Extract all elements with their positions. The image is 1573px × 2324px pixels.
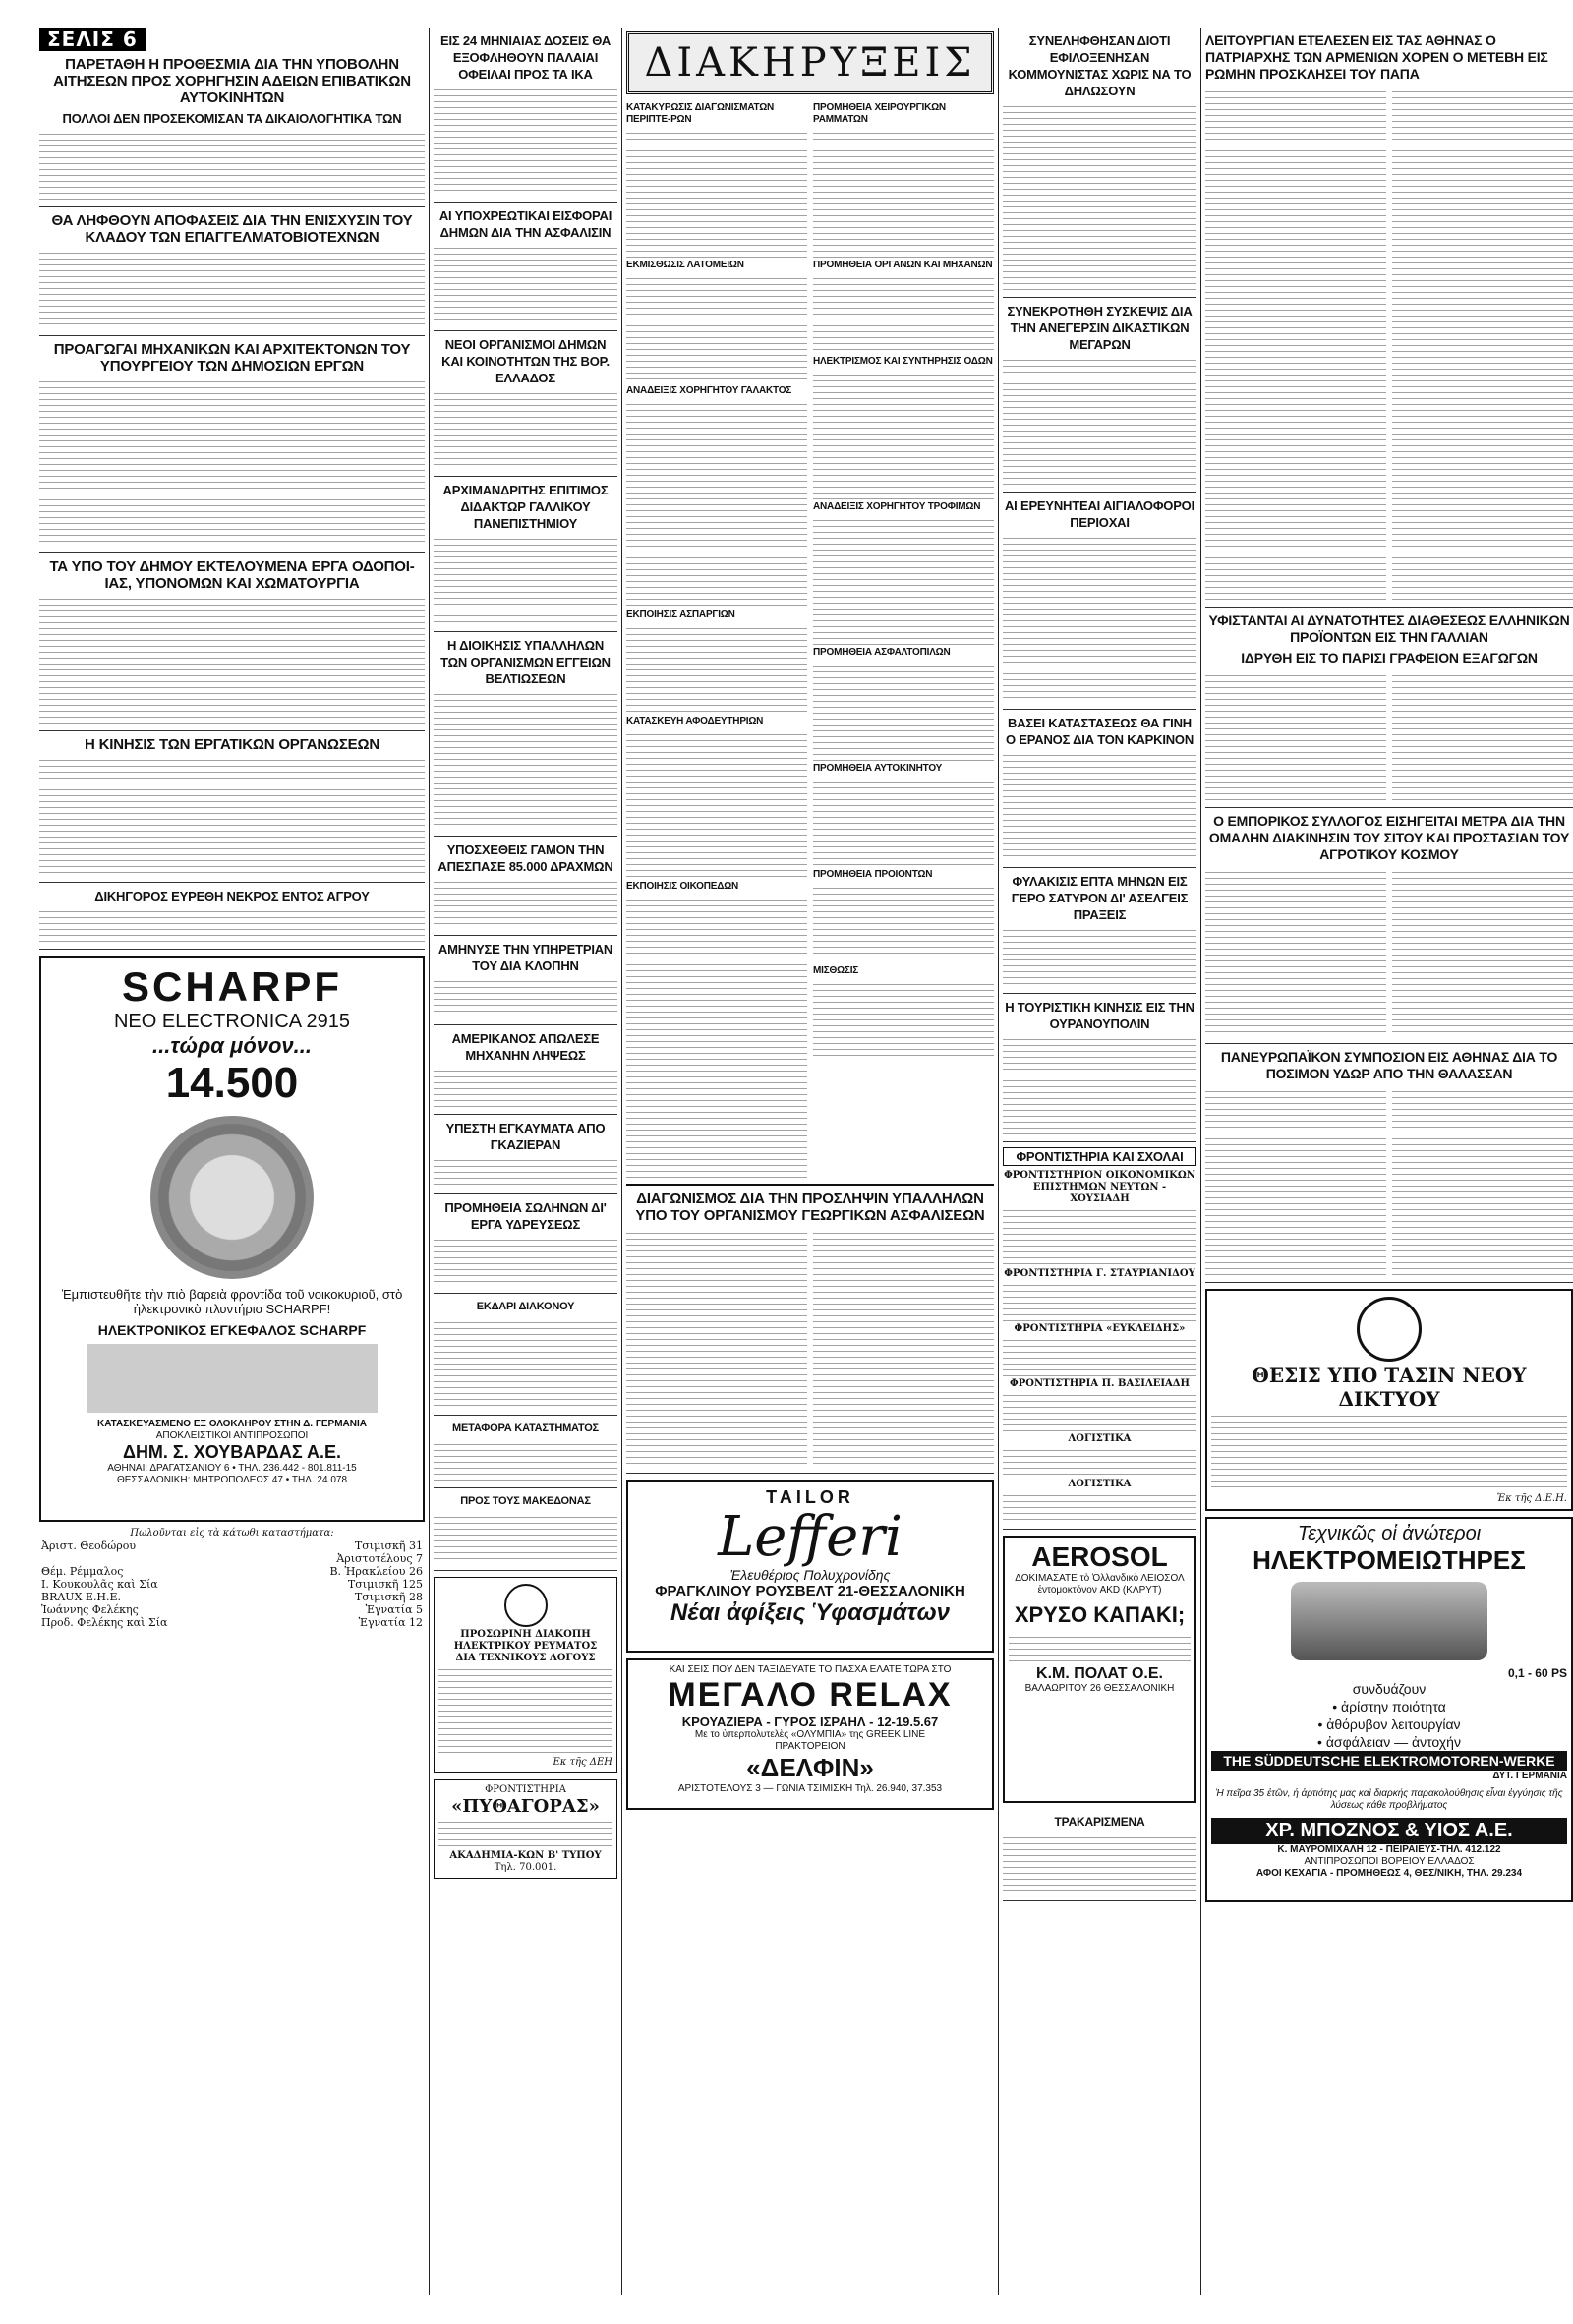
body-text: [626, 625, 807, 714]
ad-aerosol-gold: ΧΡΥΣΟ ΚΑΠΑΚΙ;: [1014, 1602, 1186, 1627]
ad-agency: ΠΡΑΚΤΟΡΕΙΟΝ: [775, 1741, 845, 1752]
ad-sew-country: ΔΥΤ. ΓΕΡΜΑΝΙΑ: [1492, 1771, 1567, 1781]
headline: ΥΠΟΣΧΕΘΕΙΣ ΓΑΜΟΝ ΤΗΝ ΑΠΕΣΠΑΣΕ 85.000 ΔΡΑΧΜΩΝ: [437, 842, 613, 874]
section-heading: ΦΡΟΝΤΙΣΤΗΡΙΑ ΚΑΙ ΣΧΟΛΑΙ: [1003, 1147, 1196, 1166]
body-text: [1003, 1834, 1196, 1893]
ad-aerosol-sub: ΔΟΚΙΜΑΣΑΤΕ τὸ Ὁλλανδικὸ ΛΕΙΟΣΟΛ ἐντομοκτόνον AKD (ΚΛΡΥΤ): [1015, 1573, 1185, 1596]
headline: ΠΡΟΜΗΘΕΙΑ ΣΩΛΗΝΩΝ ΔΙ' ΕΡΓΑ ΥΔΡΕΥΣΕΩΣ: [444, 1200, 607, 1232]
body-text: [1003, 927, 1196, 986]
body-text: [434, 1441, 617, 1481]
body-text: [626, 275, 807, 383]
notice-heading: ΚΑΤΑΚΥΡΩΣΙΣ ΔΙΑΓΩΝΙΣΜΑΤΩΝ ΠΕΡΙΠΤΕ-ΡΩΝ: [626, 102, 775, 125]
headline: ΔΙΚΗΓΟΡΟΣ ΕΥΡΕΘΗ ΝΕΚΡΟΣ ΕΝΤΟΣ ΑΓΡΟΥ: [94, 889, 370, 903]
sales-row: [39, 1578, 425, 1591]
store-name: Θέμ. Ρέμμαλος: [41, 1565, 124, 1578]
article-archimandrite: [434, 477, 617, 632]
article-tourism: [1003, 994, 1196, 1142]
body-text: [1392, 869, 1573, 1036]
ad-relax-title: ΜΕΓΑΛΟ RELAX: [668, 1676, 953, 1714]
ad-label: ΦΡΟΝΤΙΣΤΗΡΙΑ: [485, 1784, 566, 1795]
body-text: [39, 757, 425, 875]
store-address: Τσιμισκῆ 125: [347, 1578, 423, 1591]
ad-sew: [1205, 1517, 1573, 1902]
body-text: [1003, 1392, 1196, 1431]
ad-owner: Ἐλευθέριος Πολυχρονίδης: [729, 1567, 891, 1583]
notice-title-2: ΗΛΕΚΤΡΙΚΟΥ ΡΕΥΜΑΤΟΣ: [453, 1641, 598, 1652]
ad-made: ΚΑΤΑΣΚΕΥΑΣΜΕΝΟ ΕΞ ΟΛΟΚΛΗΡΟΥ ΣΤΗΝ Δ. ΓΕΡΜΑΝΙΑ: [97, 1419, 367, 1429]
headline: ΠΡΟΑΓΩΓΑΙ ΜΗΧΑΝΙΚΩΝ ΚΑΙ ΑΡΧΙΤΕΚΤΟΝΩΝ ΤΟΥ ΥΠΟΥΡΓΕΙΟΥ ΤΩΝ ΔΗΜΟΣΙΩΝ ΕΡΓΩΝ: [53, 341, 411, 375]
body-text: [813, 885, 994, 963]
sales-row: [39, 1591, 425, 1603]
column-4: [1003, 28, 1196, 2295]
ad-price: 14.500: [165, 1059, 299, 1107]
body-text: [626, 401, 807, 608]
ad-ship: Με το ὑπερπολυτελὲς «ΟΛΥΜΠΙΑ» της GREEK LINE: [694, 1729, 926, 1740]
ad-aerosol-company: Κ.Μ. ΠΟΛΑΤ Ο.Ε.: [1036, 1665, 1163, 1682]
notice-heading: ΠΡΟΜΗΘΕΙΑ ΑΥΤΟΚΙΝΗΤΟΥ: [813, 763, 943, 774]
ad-intro: ΚΑΙ ΣΕΙΣ ΠΟΥ ΔΕΝ ΤΑΞΙΔΕΥΑΤΕ ΤΟ ΠΑΣΧΑ ΕΛΑΤΕ ΤΩΡΑ ΣΤΟ: [669, 1664, 952, 1675]
ad-sew-rep: ΑΝΤΙΠΡΟΣΩΠΟΙ ΒΟΡΕΙΟΥ ΕΛΛΑΔΟΣ: [1304, 1856, 1475, 1867]
body-text: [626, 897, 807, 1182]
body-text: [434, 87, 617, 195]
body-text: [626, 1230, 807, 1466]
store-address: Β. Ἡρακλείου 26: [329, 1565, 423, 1578]
notice-heading: ΑΝΑΔΕΙΞΙΣ ΧΟΡΗΓΗΤΟΥ ΤΡΟΦΙΜΩΝ: [813, 501, 981, 512]
ad-aerosol: [1003, 1536, 1196, 1803]
headline: Η ΔΙΟΙΚΗΣΙΣ ΥΠΑΛΛΗΛΩΝ ΤΩΝ ΟΡΓΑΝΙΣΜΩΝ ΕΓΓΕΙΩΝ ΒΕΛΤΙΩΣΕΩΝ: [440, 638, 611, 686]
article-license-deadline: [39, 51, 425, 207]
headline: Η ΤΟΥΡΙΣΤΙΚΗ ΚΙΝΗΣΙΣ ΕΙΣ ΤΗΝ ΟΥΡΑΝΟΥΠΟΛΙΝ: [1005, 1000, 1194, 1031]
notice-signature: Ἐκ τῆς Δ.Ε.Η.: [1496, 1493, 1567, 1504]
body-text: [434, 1514, 617, 1563]
notice-heading: ΕΚΠΟΙΗΣΙΣ ΟΙΚΟΠΕΔΩΝ: [626, 881, 739, 892]
body-text: [434, 245, 617, 323]
sales-row: [39, 1603, 425, 1616]
headline: ΑΜΗΝΥΣΕ ΤΗΝ ΥΠΗΡΕΤΡΙΑΝ ΤΟΥ ΔΙΑ ΚΛΟΠΗΝ: [437, 942, 613, 973]
school-name: ΦΡΟΝΤΙΣΤΗΡΙΑ Π. ΒΑΣΙΛΕΙΑΔΗ: [1010, 1378, 1190, 1389]
school-name: ΦΡΟΝΤΙΣΤΗΡΙΑ «ΕΥΚΛΕΙΔΗΣ»: [1014, 1323, 1186, 1334]
headline: ΠΡΟΣ ΤΟΥΣ ΜΑΚΕΔΟΝΑΣ: [460, 1495, 591, 1507]
article-agri-insurance: [626, 1184, 994, 1474]
body-text: [1003, 1447, 1196, 1477]
article-macedonians: [434, 1488, 617, 1571]
store-address: Ἀριστοτέλους 7: [336, 1552, 423, 1565]
body-text: [1003, 1207, 1196, 1266]
headline: ΔΙΑΓΩΝΙΣΜΟΣ ΔΙΑ ΤΗΝ ΠΡΟΣΛΗΨΙΝ ΥΠΑΛΛΗΛΩΝ ΥΠΟ ΤΟΥ ΟΡΓΑΝΙΣΜΟΥ ΓΕΩΡΓΙΚΩΝ ΑΣΦΑΛΙΣΕΩΝ: [635, 1191, 985, 1224]
feature-item: • ἀθόρυβον λειτουργίαν: [1317, 1716, 1461, 1732]
article-insurance: [434, 203, 617, 331]
store-address: Ἐγνατία 5: [365, 1603, 423, 1616]
page-number: ΣΕΛΙΣ 6: [39, 28, 146, 51]
notices-left: [626, 100, 807, 1184]
body-text: [434, 978, 617, 1017]
headline: ΘΑ ΛΗΦΘΟΥΝ ΑΠΟΦΑΣΕΙΣ ΔΙΑ ΤΗΝ ΕΝΙΣΧΥΣΙΝ ΤΟΥ ΚΛΑΔΟΥ ΤΩΝ ΕΠΑΓΓΕΛΜΑΤΟΒΙΟΤΕΧΝΩΝ: [51, 212, 413, 246]
deh-logo-icon: [504, 1584, 548, 1627]
headline: Η ΚΙΝΗΣΙΣ ΤΩΝ ΕΡΓΑΤΙΚΩΝ ΟΡΓΑΝΩΣΕΩΝ: [85, 736, 379, 753]
notice-heading: ΑΝΑΔΕΙΞΙΣ ΧΟΡΗΓΗΤΟΥ ΓΑΛΑΚΤΟΣ: [626, 385, 792, 396]
store-name: [39, 1552, 261, 1565]
feature-item: • ἀσφάλειαν — ἀντοχήν: [1317, 1734, 1461, 1750]
article-camera: [434, 1025, 617, 1115]
notice-power-cut: [434, 1577, 617, 1773]
subheadline: ΙΔΡΥΘΗ ΕΙΣ ΤΟ ΠΑΡΙΣΙ ΓΡΑΦΕΙΟΝ ΕΞΑΓΩΓΩΝ: [1241, 650, 1538, 666]
headline: ΑΜΕΡΙΚΑΝΟΣ ΑΠΩΛΕΣΕ ΜΗΧΑΝΗΝ ΛΗΨΕΩΣ: [451, 1031, 600, 1063]
headline: ΑΙ ΥΠΟΧΡΕΩΤΙΚΑΙ ΕΙΣΦΟΡΑΙ ΔΗΜΩΝ ΔΙΑ ΤΗΝ ΑΣΦΑΛΙΣΙΝ: [438, 208, 612, 240]
headline: ΑΡΧΙΜΑΝΔΡΙΤΗΣ ΕΠΙΤΙΜΟΣ ΔΙΔΑΚΤΩΡ ΓΑΛΛΙΚΟΥ ΠΑΝΕΠΙΣΤΗΜΙΟΥ: [442, 483, 609, 531]
article-columns: [1205, 87, 1573, 602]
column-3: [626, 28, 994, 2295]
column-1: [39, 28, 425, 2295]
ad-sew-address-2: ΑΦΟΙ ΚΕΧΑΓΙΑ - ΠΡΟΜΗΘΕΩΣ 4, ΘΕΣ/ΝΙΚΗ, ΤΗΛ. 29.234: [1255, 1868, 1523, 1879]
article-coastal: [1003, 493, 1196, 710]
headline: ΣΥΝΕΚΡΟΤΗΘΗ ΣΥΣΚΕΨΙΣ ΔΙΑ ΤΗΝ ΑΝΕΓΕΡΣΙΝ ΔΙΚΑΣΤΙΚΩΝ ΜΕΓΑΡΩΝ: [1007, 304, 1193, 352]
article-crashed: [1003, 1809, 1196, 1901]
ad-address: ΦΡΑΓΚΛΙΝΟΥ ΡΟΥΣΒΕΛΤ 21-ΘΕΣΣΑΛΟΝΙΚΗ: [655, 1583, 965, 1599]
notice-title-3: ΔΙΑ ΤΕΧΝΙΚΟΥΣ ΛΟΓΟΥΣ: [455, 1653, 596, 1663]
ad-delfin-name: «ΔΕΛΦΙΝ»: [746, 1753, 874, 1782]
notice-title-1: ΠΡΟΣΩΡΙΝΗ ΔΙΑΚΟΠΗ: [460, 1629, 591, 1640]
body-text: [1392, 88, 1573, 600]
notice-heading: ΜΙΣΘΩΣΙΣ: [813, 965, 859, 976]
motor-photo: [1291, 1582, 1487, 1660]
body-text: [438, 1666, 612, 1755]
ad-now: ...τώρα μόνον...: [151, 1033, 313, 1058]
masthead: [39, 28, 425, 51]
body-text: [813, 130, 994, 258]
ad-sew-power: 0,1 - 60 PS: [1507, 1666, 1567, 1680]
ad-rep: ΑΠΟΚΛΕΙΣΤΙΚΟΙ ΑΝΤΙΠΡΟΣΩΠΟΙ: [155, 1430, 309, 1441]
body-text: [1392, 1088, 1573, 1275]
notice-heading: ΕΚΜΙΣΘΩΣΙΣ ΛΑΤΟΜΕΙΩΝ: [626, 260, 744, 270]
headline: ΥΠΕΣΤΗ ΕΓΚΑΥΜΑΤΑ ΑΠΟ ΓΚΑΖΙΕΡΑΝ: [445, 1121, 606, 1152]
ad-slogan: Νέαι ἀφίξεις Ὑφασμάτων: [670, 1599, 950, 1626]
ad-scharpf: [39, 956, 425, 1522]
headline: ΤΡΑΚΑΡΙΣΜΕΝΑ: [1054, 1815, 1145, 1829]
school-name: ΛΟΓΙΣΤΙΚΑ: [1068, 1433, 1132, 1444]
article-imprisonment: [1003, 868, 1196, 994]
school-name: ΦΡΟΝΤΙΣΤΗΡΙΑ Γ. ΣΤΑΥΡΙΑΝΙΔΟΥ: [1004, 1268, 1195, 1279]
school-name: ΛΟΓΙΣΤΙΚΑ: [1068, 1479, 1132, 1489]
store-address: Τσιμισκῆ 31: [354, 1540, 423, 1552]
headline: ΠΑΡΕΤΑΘΗ Η ΠΡΟΘΕΣΜΙΑ ΔΙΑ ΤΗΝ ΥΠΟΒΟΛΗΝ ΑΙΤΗΣΕΩΝ ΠΡΟΣ ΧΟΡΗΓΗΣΙΝ ΑΔΕΙΩΝ ΕΠΙΒΑΤΙΚΩΝ ΑΥΤΟΚΙΝΗΤΩΝ: [53, 56, 411, 106]
headline: Ο ΕΜΠΟΡΙΚΟΣ ΣΥΛΛΟΓΟΣ ΕΙΣΗΓΕΙΤΑΙ ΜΕΤΡΑ ΔΙΑ ΤΗΝ ΟΜΑΛΗΝ ΔΙΑΚΙΝΗΣΙΝ ΤΟΥ ΣΙΤΟΥ ΚΑΙ ΠΡΟΣΤΑΣΙΑΝ ΤΟΥ ΑΓΡΟΤΙΚΟΥ ΚΟΣΜΟΥ: [1208, 813, 1570, 862]
ad-tailor: TAILOR: [766, 1487, 854, 1507]
ad-sew-features: [1211, 1680, 1567, 1751]
ad-academy: ΑΚΑΔΗΜΙΑ-ΚΩΝ Β' ΤΥΠΟΥ: [449, 1850, 602, 1861]
headline: ΠΑΝΕΥΡΩΠΑΪΚΟΝ ΣΥΜΠΟΣΙΟΝ ΕΙΣ ΑΘΗΝΑΣ ΔΙΑ ΤΟ ΠΟΣΙΜΟΝ ΥΔΩΡ ΑΠΟ ΤΗΝ ΘΑΛΑΣΣΑΝ: [1220, 1049, 1558, 1081]
store-name: BRAUX E.H.E.: [41, 1591, 122, 1603]
headline: ΛΕΙΤΟΥΡΓΙΑΝ ΕΤΕΛΕΣΕΝ ΕΙΣ ΤΑΣ ΑΘΗΝΑΣ Ο ΠΑΤΡΙΑΡΧΗΣ ΤΩΝ ΑΡΜΕΝΙΩΝ ΧΟΡΕΝ Ο ΜΕΤΕΒΗ ΕΙΣ ΡΩΜΗΝ ΠΡΟΣΚΛΗΣΕΙ ΤΟΥ ΠΑΠΑ: [1205, 32, 1548, 82]
ad-aerosol-address: ΒΑΛΑΩΡΙΤΟΥ 26 ΘΕΣΣΑΛΟΝΙΚΗ: [1024, 1683, 1175, 1694]
body-text: [1392, 672, 1573, 800]
ad-delfin-address: ΑΡΙΣΤΟΤΕΛΟΥΣ 3 — ΓΩΝΙΑ ΤΣΙΜΙΣΚΗ Τηλ. 26.940, 37.353: [677, 1783, 943, 1794]
article-municipal-works: [39, 553, 425, 731]
column-2: [434, 28, 617, 2295]
ad-brain: ΗΛΕΚΤΡΟΝΙΚΟΣ ΕΓΚΕΦΑΛΟΣ SCHARPF: [97, 1322, 367, 1338]
ad-delfin: [626, 1658, 994, 1810]
article-theft: [434, 936, 617, 1025]
ad-sew-company: ΧΡ. ΜΠΟΖΝΟΣ & ΥΙΟΣ Α.Ε.: [1211, 1818, 1567, 1844]
sales-row: [39, 1565, 425, 1578]
body-text: [39, 596, 425, 724]
feature-item: • ἀρίστην ποιότητα: [1332, 1699, 1446, 1714]
body-text: [813, 981, 994, 1060]
notice-heading: ΠΡΟΜΗΘΕΙΑ ΠΡΟΙΟΝΤΩΝ: [813, 869, 933, 880]
notice-title: ΘΕΣΙΣ ΥΠΟ ΤΑΣΙΝ ΝΕΟΥ ΔΙΚΤΥΟΥ: [1252, 1364, 1527, 1411]
ad-sew-title: ΗΛΕΚΤΡΟΜΕΙΩΤΗΡΕΣ: [1253, 1545, 1526, 1575]
body-text: [813, 1230, 994, 1466]
body-text: [1003, 752, 1196, 860]
body-text: [1009, 1634, 1191, 1663]
article-store-move: [434, 1416, 617, 1488]
deh-logo-icon: [1357, 1297, 1422, 1362]
body-text: [39, 131, 425, 200]
store-address: Ἐγνατία 12: [358, 1616, 423, 1629]
article-municipalities: [434, 331, 617, 477]
body-text: [1205, 1088, 1386, 1275]
article-desalination: [1205, 1044, 1573, 1283]
store-name: Ι. Κουκουλᾶς καὶ Σία: [41, 1578, 158, 1591]
body-text: [1211, 1413, 1567, 1491]
body-text: [434, 1068, 617, 1107]
feature-item: συνδυάζουν: [1352, 1681, 1427, 1697]
ad-efferi-logo: Lefferi: [718, 1505, 903, 1569]
body-text: [813, 275, 994, 354]
store-address: Τσιμισκῆ 28: [354, 1591, 423, 1603]
article-pipes: [434, 1194, 617, 1294]
body-text: [438, 1819, 612, 1848]
article-courts: [1003, 298, 1196, 493]
ad-sew-head: Τεχνικῶς οἱ ἀνώτεροι: [1297, 1523, 1482, 1544]
body-text: [1205, 672, 1386, 800]
article-communists: [1003, 28, 1196, 298]
article-wheat: [1205, 808, 1573, 1044]
article-land-improvement: [434, 632, 617, 837]
body-text: [1205, 869, 1386, 1036]
body-text: [1003, 1492, 1196, 1522]
body-text: [626, 130, 807, 258]
store-name: Προδ. Φελέκης καὶ Σία: [41, 1616, 168, 1629]
ad-model: ΝΕΟ ELECTRONICA 2915: [113, 1011, 351, 1032]
headline: ΕΚΔΑΡΙ ΔΙΑΚΟΝΟΥ: [476, 1301, 575, 1312]
article-burns: [434, 1115, 617, 1194]
headline: ΤΑ ΥΠΟ ΤΟΥ ΔΗΜΟΥ ΕΚΤΕΛΟΥΜΕΝΑ ΕΡΓΑ ΟΔΟΠΟΙ-ΙΑΣ, ΥΠΟΝΟΜΩΝ ΚΑΙ ΧΩΜΑΤΟΥΡΓΙΑ: [49, 558, 415, 592]
headline: ΕΙΣ 24 ΜΗΝΙΑΙΑΣ ΔΟΣΕΙΣ ΘΑ ΕΞΟΦΛΗΘΟΥΝ ΠΑΛΑΙΑΙ ΟΦΕΙΛΑΙ ΠΡΟΣ ΤΑ ΙΚΑ: [439, 33, 612, 82]
ad-text: Ἐμπιστευθῆτε τὴν πιὸ βαρειὰ φροντίδα τοῦ νοικοκυριοῦ, στὸ ἠλεκτρονικὸ πλυντήριο SCHARPF!: [61, 1287, 403, 1316]
headline: ΝΕΟΙ ΟΡΓΑΝΙΣΜΟΙ ΔΗΜΩΝ ΚΑΙ ΚΟΙΝΟΤΗΤΩΝ ΤΗΣ ΒΟΡ. ΕΛΛΑΔΟΣ: [441, 337, 610, 385]
ad-sew-experience: Ἡ πεῖρα 35 ἐτῶν, ἡ ἀρτιότης μας καὶ διαρκής παρακολούθησις εἶναι ἐγγύησις τῆς λύσεως κάθε προβλήματος: [1215, 1788, 1563, 1811]
ad-brand: SCHARPF: [121, 963, 342, 1010]
sales-row: [39, 1616, 425, 1629]
body-text: [434, 390, 617, 469]
ad-cruise: ΚΡΟΥΑΖΙΕΡΑ - ΓΥΡΟΣ ΙΣΡΑΗΛ - 12-19.5.67: [681, 1714, 939, 1729]
column-5: [1205, 28, 1573, 2295]
ad-sew-address-1: Κ. ΜΑΥΡΟΜΙΧΑΛΗ 12 - ΠΕΙΡΑΙΕΥΣ-ΤΗΛ. 412.122: [1277, 1844, 1501, 1855]
body-text: [39, 908, 425, 942]
sales-title: Πωλοῦνται εἰς τὰ κάτωθι καταστήματα:: [130, 1528, 334, 1539]
section-banner: ΔΙΑΚΗΡΥΞΕΙΣ: [626, 31, 994, 94]
sales-row: [39, 1540, 425, 1552]
article-engineers: [39, 336, 425, 553]
body-text: [1003, 535, 1196, 702]
notice-signature: Ἐκ τῆς ΔΕΗ: [552, 1757, 612, 1768]
headline: ΜΕΤΑΦΟΡΑ ΚΑΤΑΣΤΗΜΑΤΟΣ: [452, 1423, 599, 1434]
ad-aerosol-title: AEROSOL: [1031, 1541, 1168, 1572]
notice-deh-network: [1205, 1289, 1573, 1511]
ad-pythagoras: [434, 1779, 617, 1879]
article-deacon: [434, 1294, 617, 1416]
body-text: [434, 536, 617, 624]
notice-heading: ΠΡΟΜΗΘΕΙΑ ΧΕΙΡΟΥΡΓΙΚΩΝ ΡΑΜΜΑΤΩΝ: [813, 102, 946, 125]
body-text: [434, 879, 617, 928]
body-text: [813, 517, 994, 645]
notices-right: [813, 100, 994, 1184]
ad-efferi: [626, 1480, 994, 1653]
body-text: [1003, 1282, 1196, 1321]
headline: ΒΑΣΕΙ ΚΑΤΑΣΤΑΣΕΩΣ ΘΑ ΓΙΝΗ Ο ΕΡΑΝΟΣ ΔΙΑ ΤΟΝ ΚΑΡΚΙΝΟΝ: [1005, 716, 1194, 747]
notice-heading: ΠΡΟΜΗΘΕΙΑ ΑΣΦΑΛΤΟΠΙΛΩΝ: [813, 647, 951, 658]
body-text: [39, 378, 425, 546]
body-text: [434, 691, 617, 829]
notice-heading: ΕΚΠΟΙΗΣΙΣ ΑΣΠΑΡΓΙΩΝ: [626, 610, 735, 620]
article-lawyer: [39, 883, 425, 950]
ad-title: «ΠΥΘΑΓΟΡΑΣ»: [451, 1796, 600, 1817]
headline: ΥΦΙΣΤΑΝΤΑΙ ΑΙ ΔΥΝΑΤΟΤΗΤΕΣ ΔΙΑΘΕΣΕΩΣ ΕΛΛΗΝΙΚΩΝ ΠΡΟΪΟΝΤΩΝ ΕΙΣ ΤΗΝ ΓΑΛΛΙΑΝ: [1208, 612, 1570, 645]
notice-heading: ΠΡΟΜΗΘΕΙΑ ΟΡΓΑΝΩΝ ΚΑΙ ΜΗΧΑΝΩΝ: [813, 260, 993, 270]
article-labor-unions: [39, 731, 425, 883]
article-columns: [626, 1228, 994, 1468]
subheadline: ΠΟΛΛΟΙ ΔΕΝ ΠΡΟΣΕΚΟΜΙΣΑΝ ΤΑ ΔΙΚΑΙΟΛΟΓΗΤΙΚΑ ΤΩΝ: [62, 111, 402, 126]
ad-address-1: ΑΘΗΝΑΙ: ΔΡΑΓΑΤΣΑΝΙΟΥ 6 • ΤΗΛ. 236.442 - 801.811-15: [107, 1463, 357, 1474]
article-armenian-patriarch: [1205, 28, 1573, 608]
article-ika-debts: [434, 28, 617, 203]
article-columns: [1205, 1086, 1573, 1277]
body-text: [1003, 103, 1196, 290]
store-name: Ἰωάννης Φελέκης: [41, 1603, 139, 1616]
sales-row: [39, 1552, 425, 1565]
ad-phone: Τηλ. 70.001.: [494, 1862, 557, 1873]
ad-address-2: ΘΕΣΣΑΛΟΝΙΚΗ: ΜΗΤΡΟΠΟΛΕΩΣ 47 • ΤΗΛ. 24.078: [116, 1475, 348, 1485]
washing-machine-icon: [150, 1116, 314, 1279]
notices-grid: [626, 100, 994, 1184]
section-schools: [1003, 1142, 1196, 1530]
article-marriage-fraud: [434, 837, 617, 936]
notice-heading: ΗΛΕΚΤΡΙΣΜΟΣ ΚΑΙ ΣΥΝΤΗΡΗΣΙΣ ΟΔΩΝ: [813, 356, 993, 367]
headline: ΦΥΛΑΚΙΣΙΣ ΕΠΤΑ ΜΗΝΩΝ ΕΙΣ ΓΕΡΟ ΣΑΤΥΡΟΝ ΔΙ' ΑΣΕΛΓΕΙΣ ΠΡΑΞΕΙΣ: [1011, 874, 1189, 922]
body-text: [1003, 357, 1196, 485]
body-text: [434, 1237, 617, 1286]
store-name: Ἀριστ. Θεοδώρου: [41, 1540, 137, 1552]
sales-list: [39, 1528, 425, 1629]
article-cancer-fund: [1003, 710, 1196, 868]
headline: ΑΙ ΕΡΕΥΝΗΤΕΑΙ ΑΙΓΙΑΛΟΦΟΡΟΙ ΠΕΡΙΟΧΑΙ: [1004, 498, 1195, 530]
article-columns: [1205, 670, 1573, 802]
body-text: [813, 372, 994, 499]
body-text: [1205, 88, 1386, 600]
body-text: [39, 250, 425, 328]
notice-heading: ΚΑΤΑΣΚΕΥΗ ΑΦΟΔΕΥΤΗΡΙΩΝ: [626, 716, 764, 726]
ad-company: ΔΗΜ. Σ. ΧΟΥΒΑΡΔΑΣ Α.Ε.: [123, 1442, 341, 1462]
machine-photo: [87, 1344, 378, 1413]
body-text: [1003, 1036, 1196, 1134]
headline: ΣΥΝΕΛΗΦΘΗΣΑΝ ΔΙΟΤΙ ΕΦΙΛΟΞΕΝΗΣΑΝ ΚΟΜΜΟΥΝΙΣΤΑΣ ΧΩΡΙΣ ΝΑ ΤΟ ΔΗΛΩΣΟΥΝ: [1008, 33, 1192, 98]
article-exports: [1205, 608, 1573, 808]
article-artisans: [39, 207, 425, 336]
school-name: ΦΡΟΝΤΙΣΤΗΡΙΟΝ ΟΙΚΟΝΟΜΙΚΩΝ ΕΠΙΣΤΗΜΩΝ ΝΕΥΤΩΝ - ΧΟΥΣΙΑΔΗ: [1004, 1170, 1195, 1204]
body-text: [813, 663, 994, 761]
body-text: [626, 731, 807, 879]
article-columns: [1205, 867, 1573, 1038]
body-text: [434, 1157, 617, 1187]
body-text: [813, 779, 994, 867]
sales-table: [39, 1540, 425, 1629]
body-text: [1003, 1337, 1196, 1376]
body-text: [434, 1319, 617, 1408]
ad-sew-brand: THE SÜDDEUTSCHE ELEKTROMOTOREN-WERKE: [1211, 1751, 1567, 1771]
